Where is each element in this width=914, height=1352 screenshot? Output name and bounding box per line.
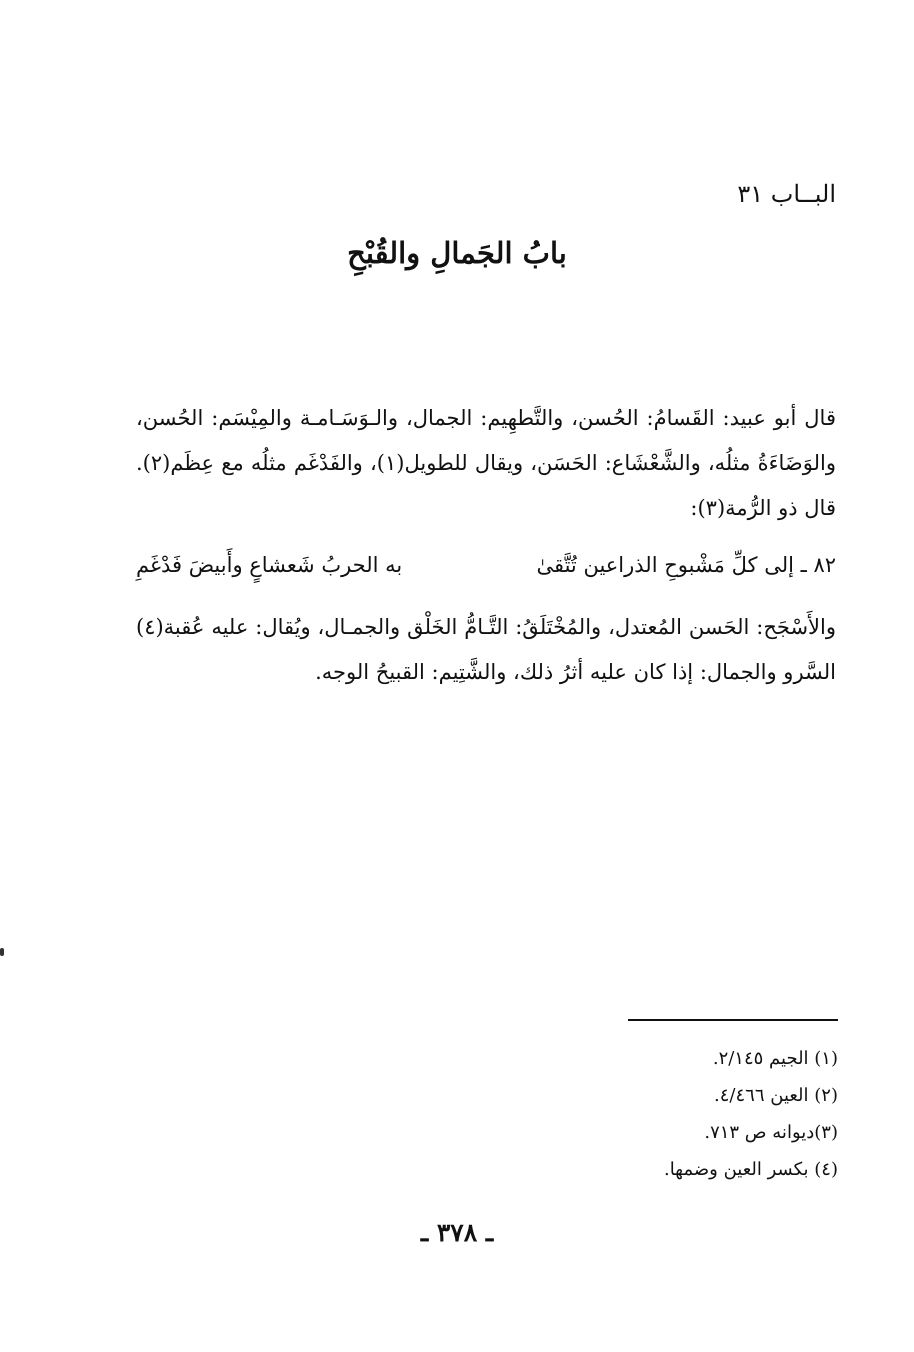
footnote-divider xyxy=(628,1019,838,1021)
footnote-item: (٤) بكسر العين وضمها. xyxy=(663,1159,838,1180)
paragraph-definitions: قال أبو عبيد: القَسامُ: الحُسن، والتَّطهِيم: الجمال، والـوَسَـامـة والمِيْسَم: الحُسن، والوَضَاءَةُ مثلُه، والشَّعْشَاع: الحَسَن، ويقال للطويل(١)، والفَدْغَم مثلُه مع عِظَم(٢). قال ذو الرُّمة(٣): xyxy=(136,406,836,520)
footnote-item: (٣)ديوانه ص ٧١٣. xyxy=(704,1122,838,1143)
chapter-title: بابُ الجَمالِ والقُبْحِ xyxy=(347,236,567,270)
footnote-item: (١) الجيم ٢/١٤٥. xyxy=(712,1048,838,1069)
verse-second-hemistich: به الحربُ شَعشاعٍ وأَبيضَ فَدْغَمِ xyxy=(136,553,403,577)
footnotes-list xyxy=(418,1040,838,1188)
page-number: ـ ٣٧٨ ـ xyxy=(420,1218,494,1247)
chapter-number: البــاب ٣١ xyxy=(737,180,836,208)
poetry-verse xyxy=(136,550,836,580)
scan-edge-mark xyxy=(0,948,4,956)
verse-first-hemistich: ٨٢ ـ إلى كلِّ مَشْبوحِ الذراعين تُتَّقىٰ xyxy=(536,553,836,577)
footnote-item: (٢) العين ٤/٤٦٦. xyxy=(714,1085,838,1106)
paragraph-continuation: والأَسْجَح: الحَسن المُعتدل، والمُخْتَلَقُ: التَّـامُّ الخَلْق والجمـال، ويُقال: عليه عُقبة(٤) السَّرو والجمال: إذا كان عليه أثرُ ذلك، والشَّتِيم: القبيحُ الوجه. xyxy=(136,615,836,684)
